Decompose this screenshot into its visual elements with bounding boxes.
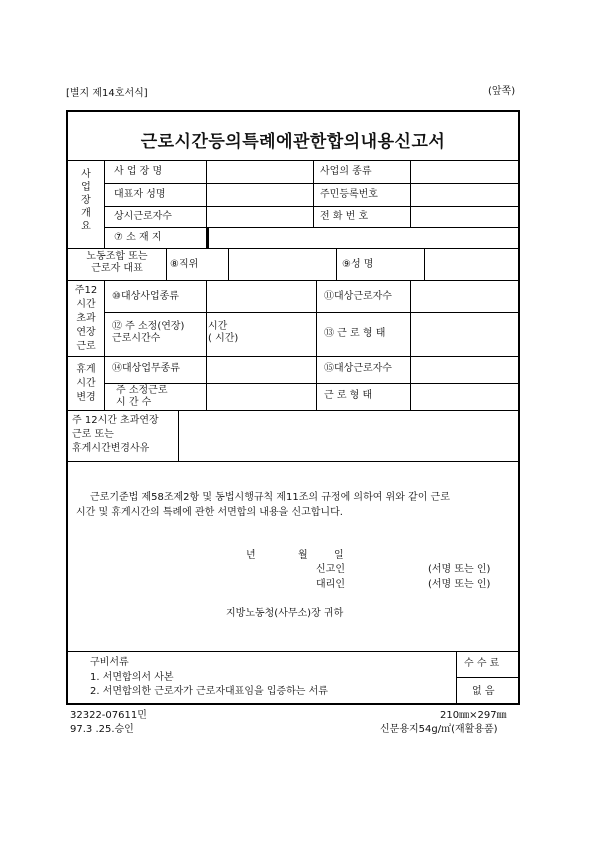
rule-vertical xyxy=(424,248,425,280)
rule-vertical xyxy=(166,248,167,280)
agent-signature-label: (서명 또는 인) xyxy=(428,579,491,590)
rule xyxy=(104,206,518,207)
representative-name-label: 대표자 성명 xyxy=(114,189,166,200)
paper-spec: 신문용지54g/㎡(재활용품) xyxy=(380,724,498,735)
declaration-text-line1: 근로기준법 제58조제2항 및 동법시행규칙 제11조의 규정에 의하여 위와 같이 근로 xyxy=(90,492,450,503)
rule xyxy=(104,227,518,228)
rule xyxy=(68,248,518,249)
rule-vertical-thick xyxy=(206,227,209,248)
overtime-section-label: 주12 시간 초과 연장 근로 xyxy=(74,285,98,352)
page-side-label: (앞쪽) xyxy=(488,86,516,97)
form-number: [별지 제14호서식] xyxy=(66,88,148,99)
fee-label: 수 수 료 xyxy=(464,658,500,669)
rule-vertical xyxy=(410,280,411,410)
work-type-label: ⑬ 근 로 형 태 xyxy=(324,328,386,339)
rule-title-bottom xyxy=(68,160,518,161)
rule xyxy=(104,183,518,184)
declarant-signature-label: (서명 또는 인) xyxy=(428,564,491,575)
regular-workers-label: 상시근로자수 xyxy=(114,211,172,222)
address-label: ⑦ 소 재 지 xyxy=(114,232,162,243)
rule xyxy=(456,677,518,678)
rule-vertical xyxy=(316,280,317,410)
rep-name-label: ⑨성 명 xyxy=(342,259,374,270)
break-hours-label: 주 소정근로 시 간 수 xyxy=(116,385,168,408)
business-type-target-label: ⑩대상사업종류 xyxy=(112,291,179,302)
weekly-hours-label: ⑫ 주 소정(연장) 근로시간수 xyxy=(112,321,185,344)
rule-vertical xyxy=(410,160,411,227)
rule xyxy=(68,280,518,281)
task-type-label: ⑭대상업무종류 xyxy=(112,363,180,374)
form-title: 근로시간등의특례에관한합의내용신고서 xyxy=(140,132,446,152)
rule-vertical xyxy=(336,248,337,280)
agent-label: 대리인 xyxy=(316,579,345,590)
union-rep-label: 노동조합 또는 근로자 대표 xyxy=(86,251,148,274)
declaration-text-line2: 시간 및 휴게시간의 특례에 관한 서면합의 내용을 신고합니다. xyxy=(76,507,343,518)
fee-value: 없 음 xyxy=(472,686,495,697)
rule xyxy=(104,383,518,384)
attachment-item-2: 2. 서면합의한 근로자가 근로자대표임을 입증하는 서류 xyxy=(90,686,328,697)
date-month-label: 월 xyxy=(298,550,308,561)
rule-vertical xyxy=(206,280,207,410)
declarant-label: 신고인 xyxy=(316,564,345,575)
rule-vertical xyxy=(228,248,229,280)
rule xyxy=(68,461,518,462)
workplace-name-label: 사 업 장 명 xyxy=(114,166,163,177)
date-day-label: 일 xyxy=(334,550,344,561)
break-worker-count-label: ⑮대상근로자수 xyxy=(324,363,392,374)
business-type-label: 사업의 종류 xyxy=(320,166,372,177)
rule-vertical xyxy=(456,651,457,703)
rule xyxy=(104,312,518,313)
rule-vertical xyxy=(178,410,179,461)
break-section-label: 휴게 시간 변경 xyxy=(76,364,96,403)
target-worker-count-label: ⑪대상근로자수 xyxy=(324,291,392,302)
rule-vertical xyxy=(313,160,314,227)
workplace-section-label: 사 업 장 개 요 xyxy=(81,169,91,232)
rule xyxy=(68,356,518,357)
phone-label: 전 화 번 호 xyxy=(320,211,369,222)
form-code: 32322-07611민 xyxy=(70,710,147,721)
attachment-item-1: 1. 서면합의서 사본 xyxy=(90,672,174,683)
attachments-title: 구비서류 xyxy=(90,657,129,668)
rule-vertical xyxy=(104,160,105,248)
position-label: ⑧직위 xyxy=(170,259,199,270)
resident-number-label: 주민등록번호 xyxy=(320,189,378,200)
rule-vertical xyxy=(206,160,207,227)
weekly-hours-value: 시간 ( 시간) xyxy=(208,321,239,344)
rule xyxy=(68,410,518,411)
addressee: 지방노동청(사무소)장 귀하 xyxy=(226,608,344,619)
approval-date: 97.3 .25.승인 xyxy=(70,724,134,735)
rule-vertical xyxy=(104,280,105,410)
date-year-label: 년 xyxy=(246,550,256,561)
rule xyxy=(68,651,518,652)
report-form xyxy=(66,110,520,705)
paper-size: 210㎜×297㎜ xyxy=(440,710,507,721)
reason-label: 주 12시간 초과연장 근로 또는 휴게시간변경사유 xyxy=(72,415,159,454)
break-work-type-label: 근 로 형 태 xyxy=(324,390,373,401)
